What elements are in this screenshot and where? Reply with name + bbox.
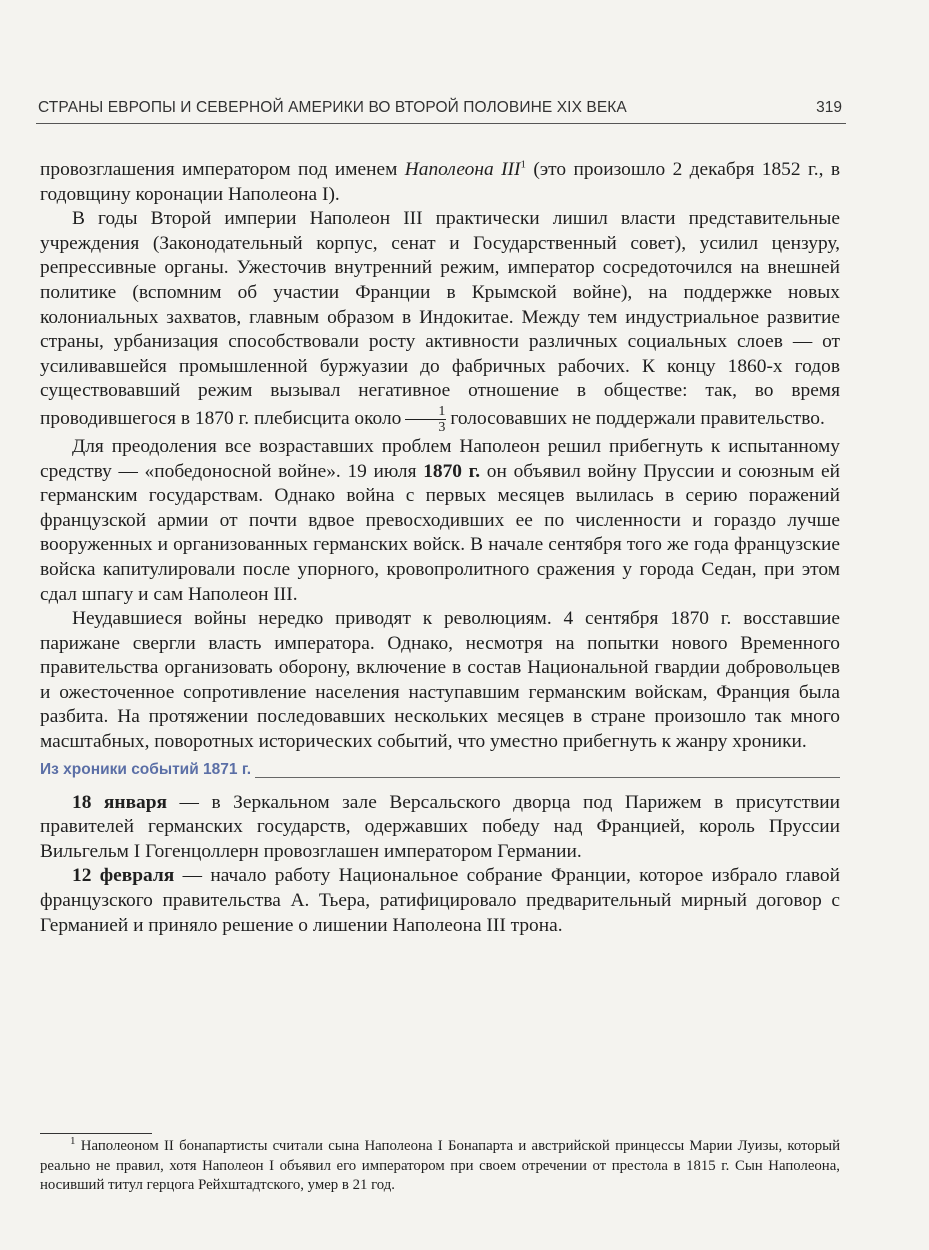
page-number: 319 [816, 99, 842, 116]
paragraph-1-text-b: (это произошло 2 декабря 1852 г., в годовщину коронации Наполеона I). [40, 159, 840, 205]
paragraph-1 [40, 158, 840, 207]
paragraph-2 [40, 207, 840, 435]
paragraph-1-text-a: провозглашения императором под именем [40, 159, 405, 180]
section-heading-rule [255, 777, 840, 778]
entry-text: — в Зеркальном зале Версальского дворца под Парижем в присутствии правителей германских государств, одержавших победу над Францией, король Пруссии Вильгельм I Гогенцоллерн провозглашен императором Германии. [40, 791, 840, 862]
footnote-mark: 1 [70, 1135, 76, 1148]
paragraph-3-text-b: он объявил войну Пруссии и союзным ей германским государствам. Однако война с первых месяцев вылилась в серию поражений французской армии от почти вдвое превосходивших ее по численности и гораздо лучше вооруженных и организованных германских войск. В начале сентября того же года французские войска капитулировали после упорного, кровопролитного сражения у города Седан, при этом сдал шпагу и сам Наполеон III. [40, 460, 840, 605]
section-heading-text: Из хроники событий 1871 г. [40, 761, 252, 779]
bold-year: 1870 г. [423, 460, 481, 482]
chronicle-entry [40, 791, 840, 865]
footnote-rule [40, 1133, 152, 1134]
section-heading [40, 759, 840, 783]
chronicle-entry [40, 864, 840, 938]
paragraph-2-text-b: голосовавших не поддержали правительство. [450, 407, 825, 429]
running-header [36, 97, 846, 124]
footnote [40, 1137, 840, 1196]
paragraph-3-text-a: Для преодоления все возраставших проблем Наполеон решил прибегнуть к испытанному средству — «победоносной войне». 19 июля [40, 435, 840, 482]
entry-date: 12 февраля [72, 865, 175, 887]
main-text [40, 158, 840, 938]
paragraph-4: Неудавшиеся войны нередко приводят к революциям. 4 сентября 1870 г. восставшие парижане свергли власть императора. Однако, несмотря на попытки нового Временного правительства организовать оборону, включение в состав Национальной гвардии добровольцев и ожесточенное сопротивление населения наступавшим германским войскам, Франция была разбита. На протяжении последовавших нескольких месяцев в стране произошло так много масштабных, поворотных исторических событий, что уместно прибегнуть к жанру хроники. [40, 608, 840, 753]
footnote-ref: 1 [520, 158, 526, 171]
fraction-one-third [405, 404, 446, 435]
fraction-denominator: 3 [438, 419, 446, 435]
entry-text: — начало работу Национальное собрание Франции, которое избрало главой французского правительства А. Тьера, ратифицировало предварительный мирный договор с Германией и приняло решение о лишении Наполеона III трона. [40, 865, 840, 936]
footnote-text: Наполеоном II бонапартисты считали сына Наполеона I Бонапарта и австрийской принцессы Марии Луизы, который реально не правил, хотя Наполеон I объявил его императором при своем отречении от престола в 1815 г. Сын Наполеона, носивший титул герцога Рейхштадтского, умер в 21 год. [40, 1138, 840, 1193]
paragraph-2-text-a: В годы Второй империи Наполеон III практически лишил власти представительные учреждения (Законодательный корпус, сенат и Государственный совет), усилил цензуру, репрессивные органы. Ужесточив внутренний режим, император сосредоточился на внешней политике (вспомним об участии Франции в Крымской войне), на поддержке новых колониальных захватов, главным образом в Индокитае. Между тем индустриальное развитие страны, урбанизация способствовали росту активности различных социальных слоев — от усиливавшейся промышленной буржуазии до фабричных рабочих. К концу 1860-х годов существовавший режим вызывал негативное отношение в обществе: так, во время проводившегося в 1870 г. плебисцита около [40, 208, 840, 429]
header-title: СТРАНЫ ЕВРОПЫ И СЕВЕРНОЙ АМЕРИКИ ВО ВТОРОЙ ПОЛОВИНЕ XIX ВЕКА [38, 99, 627, 116]
fraction-numerator: 1 [405, 404, 446, 420]
paragraph-3 [40, 435, 840, 607]
entry-date: 18 января [72, 791, 168, 813]
footnote-paragraph [40, 1137, 840, 1196]
napoleon-iii-name: Наполеона III [404, 159, 521, 180]
